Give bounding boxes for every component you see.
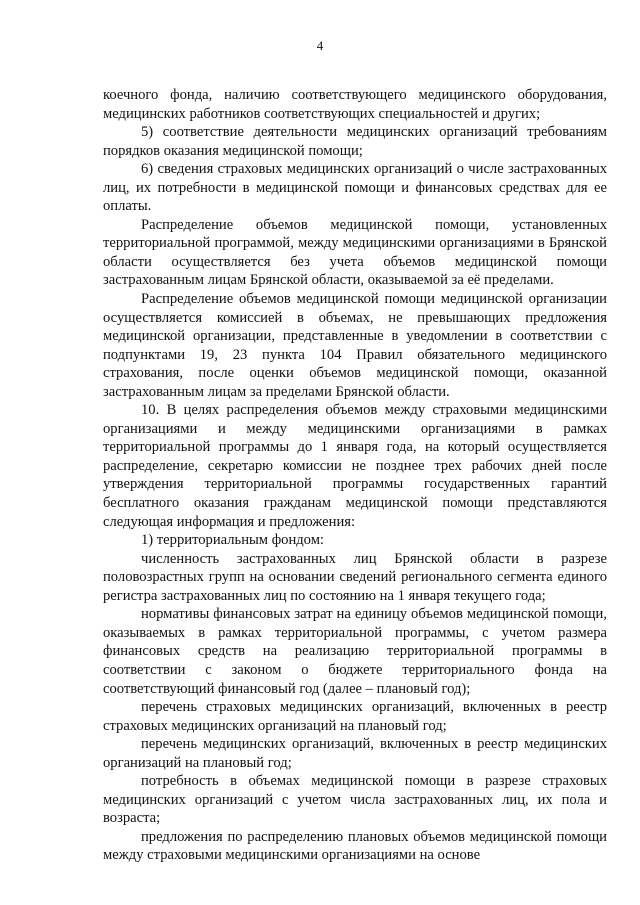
paragraph: коечного фонда, наличию соответствующего медицинского оборудования, медицинских работников соответствующих специальностей и других; <box>103 87 607 122</box>
paragraph: нормативы финансовых затрат на единицу объемов медицинской помощи, оказываемых в рамках территориальной программы, с учетом размера финансовых средств на реализацию территориальной программы в соответствии с законом о бюджете территориального фонда на соответствующий финансовый год (далее – плановый год); <box>103 606 607 697</box>
paragraph: предложения по распределению плановых объемов медицинской помощи между страховыми медицинскими организациями на основе <box>103 828 607 864</box>
document-body <box>103 86 607 865</box>
paragraph: 6) сведения страховых медицинских организаций о числе застрахованных лиц, их потребности в медицинской помощи и финансовых средствах для ее оплаты. <box>103 161 607 215</box>
paragraph: 1) территориальным фондом: <box>141 532 324 549</box>
paragraph: Распределение объемов медицинской помощи медицинской организации осуществляется комиссией в объемах, не превышающих предложения медицинской организации, представленные в уведомлении в соответствии с подпунктами 19, 23 пункта 104 Правил обязательного медицинского страхования, после оценки объемов медицинской помощи, оказанной застрахованным лицам за пределами Брянской области. <box>103 291 607 400</box>
paragraph: 10. В целях распределения объемов между страховыми медицинскими организациями и между медицинскими организациями в рамках территориальной программы до 1 января года, на который осуществляется распределение, секретарю комиссии не позднее трех рабочих дней после утверждения территориальной программы государственных гарантий бесплатного оказания гражданам медицинской помощи представляются следующая информация и предложения: <box>103 402 607 530</box>
paragraph: численность застрахованных лиц Брянской области в разрезе половозрастных групп на основании сведений регионального сегмента единого регистра застрахованных лиц по состоянию на 1 января текущего года; <box>103 550 607 604</box>
paragraph: Распределение объемов медицинской помощи, установленных территориальной программой, между медицинскими организациями в Брянской области осуществляется без учета объемов медицинской помощи застрахованным лицам Брянской области, оказываемой за её пределами. <box>103 216 607 289</box>
page-number: 4 <box>316 38 324 53</box>
paragraph: 5) соответствие деятельности медицинских организаций требованиям порядков оказания медицинской помощи; <box>103 124 607 159</box>
paragraph: перечень страховых медицинских организаций, включенных в реестр страховых медицинских организаций на плановый год; <box>103 699 607 734</box>
paragraph: потребность в объемах медицинской помощи в разрезе страховых медицинских организаций с учетом числа застрахованных лиц, их пола и возраста; <box>103 773 607 827</box>
paragraph: перечень медицинских организаций, включенных в реестр медицинских организаций на плановый год; <box>103 736 607 771</box>
